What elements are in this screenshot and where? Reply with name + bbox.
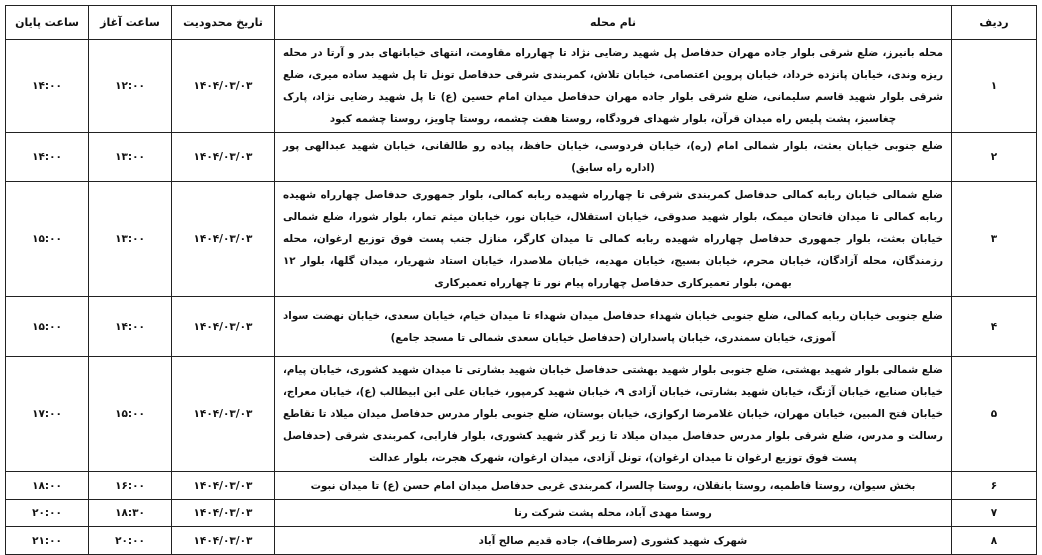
row-date: ۱۴۰۴/۰۳/۰۳ — [172, 527, 275, 555]
row-area: ضلع شمالی خیابان ربابه کمالی حدفاصل کمربندی شرقی تا چهارراه شهیده ربابه کمالی، بلوار جمهوری حدفاصل چهارراه شهیده ربابه کمالی تا میدان فاتحان میمک، بلوار شهید صدوقی، خیابان استقلال، خیابان نور، خیابان میثم تمار، بلوار شورا، ضلع شمالی خیابان بعثت، بلوار جمهوری حدفاصل چهارراه شهیده ربابه کمالی تا میدان کارگر، منازل جنب پست فوق توزیع ارغوان، محله رزمندگان، محله آزادگان، خیابان محرم، خیابان بسیج، خیابان مهدیه، خیابان ملاصدرا، خیابان استاد شهریار، میدان گلها، بلوار ۱۲ بهمن، بلوار تعمیرکاری حدفاصل چهارراه پیام نور تا چهارراه تعمیرکاری — [275, 182, 952, 297]
table-row — [6, 357, 1037, 472]
header-date: تاریخ محدودیت — [172, 6, 275, 40]
row-end-time: ۱۴:۰۰ — [6, 133, 89, 182]
table-row — [6, 133, 1037, 182]
row-date: ۱۴۰۴/۰۳/۰۳ — [172, 133, 275, 182]
row-start-time: ۱۶:۰۰ — [89, 472, 172, 500]
row-index: ۸ — [952, 527, 1037, 555]
row-index: ۵ — [952, 357, 1037, 472]
row-end-time: ۱۵:۰۰ — [6, 182, 89, 297]
row-date: ۱۴۰۴/۰۳/۰۳ — [172, 357, 275, 472]
table-row — [6, 182, 1037, 297]
table-row — [6, 297, 1037, 357]
header-start: ساعت آغاز — [89, 6, 172, 40]
row-date: ۱۴۰۴/۰۳/۰۳ — [172, 472, 275, 500]
row-index: ۷ — [952, 500, 1037, 527]
row-area: بخش سیوان، روستا فاطمیه، روستا بانقلان، روستا چالسرا، کمربندی غربی حدفاصل میدان امام حسن (ع) تا میدان نبوت — [275, 472, 952, 500]
header-row — [6, 6, 1037, 40]
row-end-time: ۱۸:۰۰ — [6, 472, 89, 500]
row-start-time: ۲۰:۰۰ — [89, 527, 172, 555]
row-index: ۳ — [952, 182, 1037, 297]
header-area: نام محله — [275, 6, 952, 40]
row-date: ۱۴۰۴/۰۳/۰۳ — [172, 297, 275, 357]
table-row — [6, 472, 1037, 500]
row-date: ۱۴۰۴/۰۳/۰۳ — [172, 40, 275, 133]
header-end: ساعت پایان — [6, 6, 89, 40]
row-end-time: ۱۴:۰۰ — [6, 40, 89, 133]
row-area: ضلع جنوبی خیابان بعثت، بلوار شمالی امام (ره)، خیابان فردوسی، خیابان حافظ، پیاده رو طالقانی، خیابان شهید عبدالهی پور (اداره راه سابق) — [275, 133, 952, 182]
row-area: ضلع شمالی بلوار شهید بهشتی، ضلع جنوبی بلوار شهید بهشتی حدفاصل خیابان شهید بشارتی تا میدان شهید کشوری، خیابان پیام، خیابان صنایع، خیابان آژنگ، خیابان شهید بشارتی، خیابان آزادی ۹، خیابان شهید کرمپور، خیابان علی ابن ابیطالب (ع)، خیابان معراج، خیابان فتح المبین، خیابان مهران، خیابان غلامرضا ارکوازی، خیابان بوستان، ضلع جنوبی بلوار مدرس حدفاصل میدان میلاد تا تقاطع رسالت و مدرس، ضلع شرقی بلوار مدرس حدفاصل میدان میلاد تا زیر گذر شهید کشوری، بلوار فارابی، کمربندی شرقی (حدفاصل پست فوق توزیع ارغوان تا میدان ارغوان)، تونل آزادی، میدان ارغوان، شهرک هجرت، بلوار عدالت — [275, 357, 952, 472]
row-area: ضلع جنوبی خیابان ربابه کمالی، ضلع جنوبی خیابان شهداء حدفاصل میدان شهداء تا میدان خیام، خیابان سعدی، خیابان نهضت سواد آموزی، خیابان سمندری، خیابان پاسداران (حدفاصل خیابان سعدی شمالی تا مسجد جامع) — [275, 297, 952, 357]
row-date: ۱۴۰۴/۰۳/۰۳ — [172, 500, 275, 527]
row-start-time: ۱۳:۰۰ — [89, 182, 172, 297]
row-area: روستا مهدی آباد، محله پشت شرکت رنا — [275, 500, 952, 527]
row-start-time: ۱۲:۰۰ — [89, 40, 172, 133]
row-end-time: ۲۰:۰۰ — [6, 500, 89, 527]
row-index: ۴ — [952, 297, 1037, 357]
row-end-time: ۲۱:۰۰ — [6, 527, 89, 555]
row-index: ۱ — [952, 40, 1037, 133]
header-index: ردیف — [952, 6, 1037, 40]
row-start-time: ۱۵:۰۰ — [89, 357, 172, 472]
row-index: ۶ — [952, 472, 1037, 500]
row-end-time: ۱۷:۰۰ — [6, 357, 89, 472]
row-area: محله بانیرز، ضلع شرقی بلوار جاده مهران حدفاصل پل شهید رضایی نژاد تا چهارراه مقاومت، انتهای خیابانهای بدر و آرتا در محله ریزه وندی، خیابان پانزده خرداد، خیابان پروین اعتصامی، خیابان تلاش، کمربندی شرقی حدفاصل تونل تا پل شهید ساده میری، ضلع شرقی بلوار شهید قاسم سلیمانی، ضلع شرقی بلوار جاده مهران حدفاصل میدان امام حسین (ع) تا پل شهید رضایی نژاد، پارک چغاسبز، پشت پلیس راه میدان قرآن، بلوار شهدای فرودگاه، روستا هفت چشمه، روستا چاویز، روستا چشمه کبود — [275, 40, 952, 133]
row-start-time: ۱۴:۰۰ — [89, 297, 172, 357]
row-start-time: ۱۸:۳۰ — [89, 500, 172, 527]
table-row — [6, 40, 1037, 133]
row-index: ۲ — [952, 133, 1037, 182]
row-start-time: ۱۳:۰۰ — [89, 133, 172, 182]
outage-schedule-table — [5, 5, 1037, 555]
row-area: شهرک شهید کشوری (سرطاف)، جاده قدیم صالح آباد — [275, 527, 952, 555]
row-date: ۱۴۰۴/۰۳/۰۳ — [172, 182, 275, 297]
table-row — [6, 527, 1037, 555]
row-end-time: ۱۵:۰۰ — [6, 297, 89, 357]
table-row — [6, 500, 1037, 527]
